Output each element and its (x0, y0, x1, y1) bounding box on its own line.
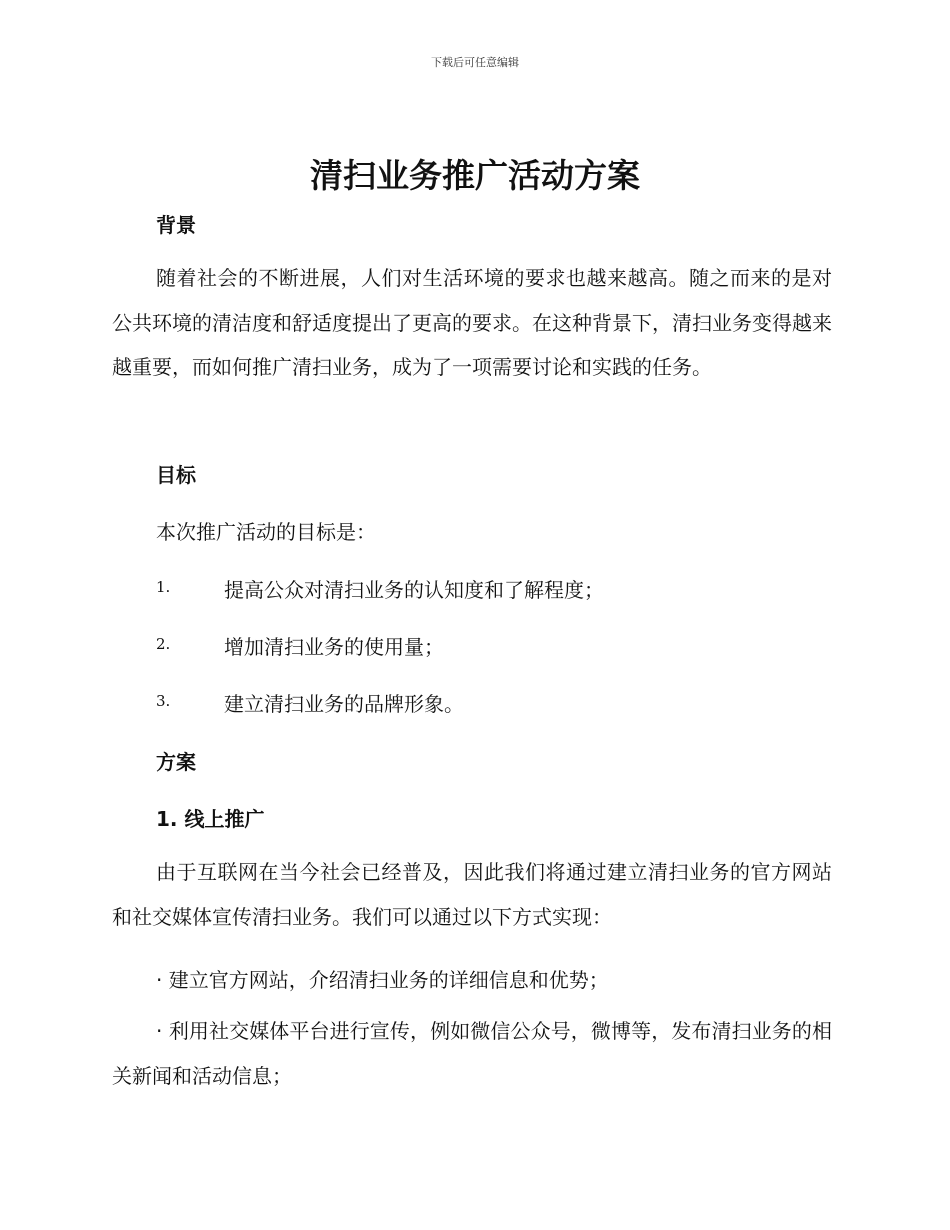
bullet-item-2: · 利用社交媒体平台进行宣传，例如微信公众号，微博等，发布清扫业务的相关新闻和活动信息； (112, 1019, 832, 1088)
goal-item-3: 建立清扫业务的品牌形象。 (224, 692, 464, 716)
goal-item-1: 提高公众对清扫业务的认知度和了解程度； (224, 578, 604, 602)
goal-intro: 本次推广活动的目标是： (156, 520, 376, 544)
section-heading-goal: 目标 (156, 463, 196, 487)
document-title: 清扫业务推广活动方案 (310, 156, 640, 195)
section-heading-plan: 方案 (156, 750, 196, 774)
header-note: 下载后可任意编辑 (431, 56, 519, 69)
goal-item-2: 增加清扫业务的使用量； (224, 635, 444, 659)
goal-number-2: 2. (156, 635, 171, 653)
bullet-item-1: · 建立官方网站，介绍清扫业务的详细信息和优势； (156, 968, 609, 992)
subsection-heading-online: 1. 线上推广 (156, 807, 265, 831)
background-paragraph: 随着社会的不断进展，人们对生活环境的要求也越来越高。随之而来的是对公共环境的清洁度和舒适度提出了更高的要求。在这种背景下，清扫业务变得越来越重要，而如何推广清扫业务，成为了一项需要讨论和实践的任务。 (112, 266, 832, 380)
section-heading-background: 背景 (156, 213, 196, 237)
goal-number-3: 3. (156, 692, 171, 710)
goal-number-1: 1. (156, 578, 171, 596)
online-paragraph: 由于互联网在当今社会已经普及，因此我们将通过建立清扫业务的官方网站和社交媒体宣传清扫业务。我们可以通过以下方式实现： (112, 860, 832, 929)
